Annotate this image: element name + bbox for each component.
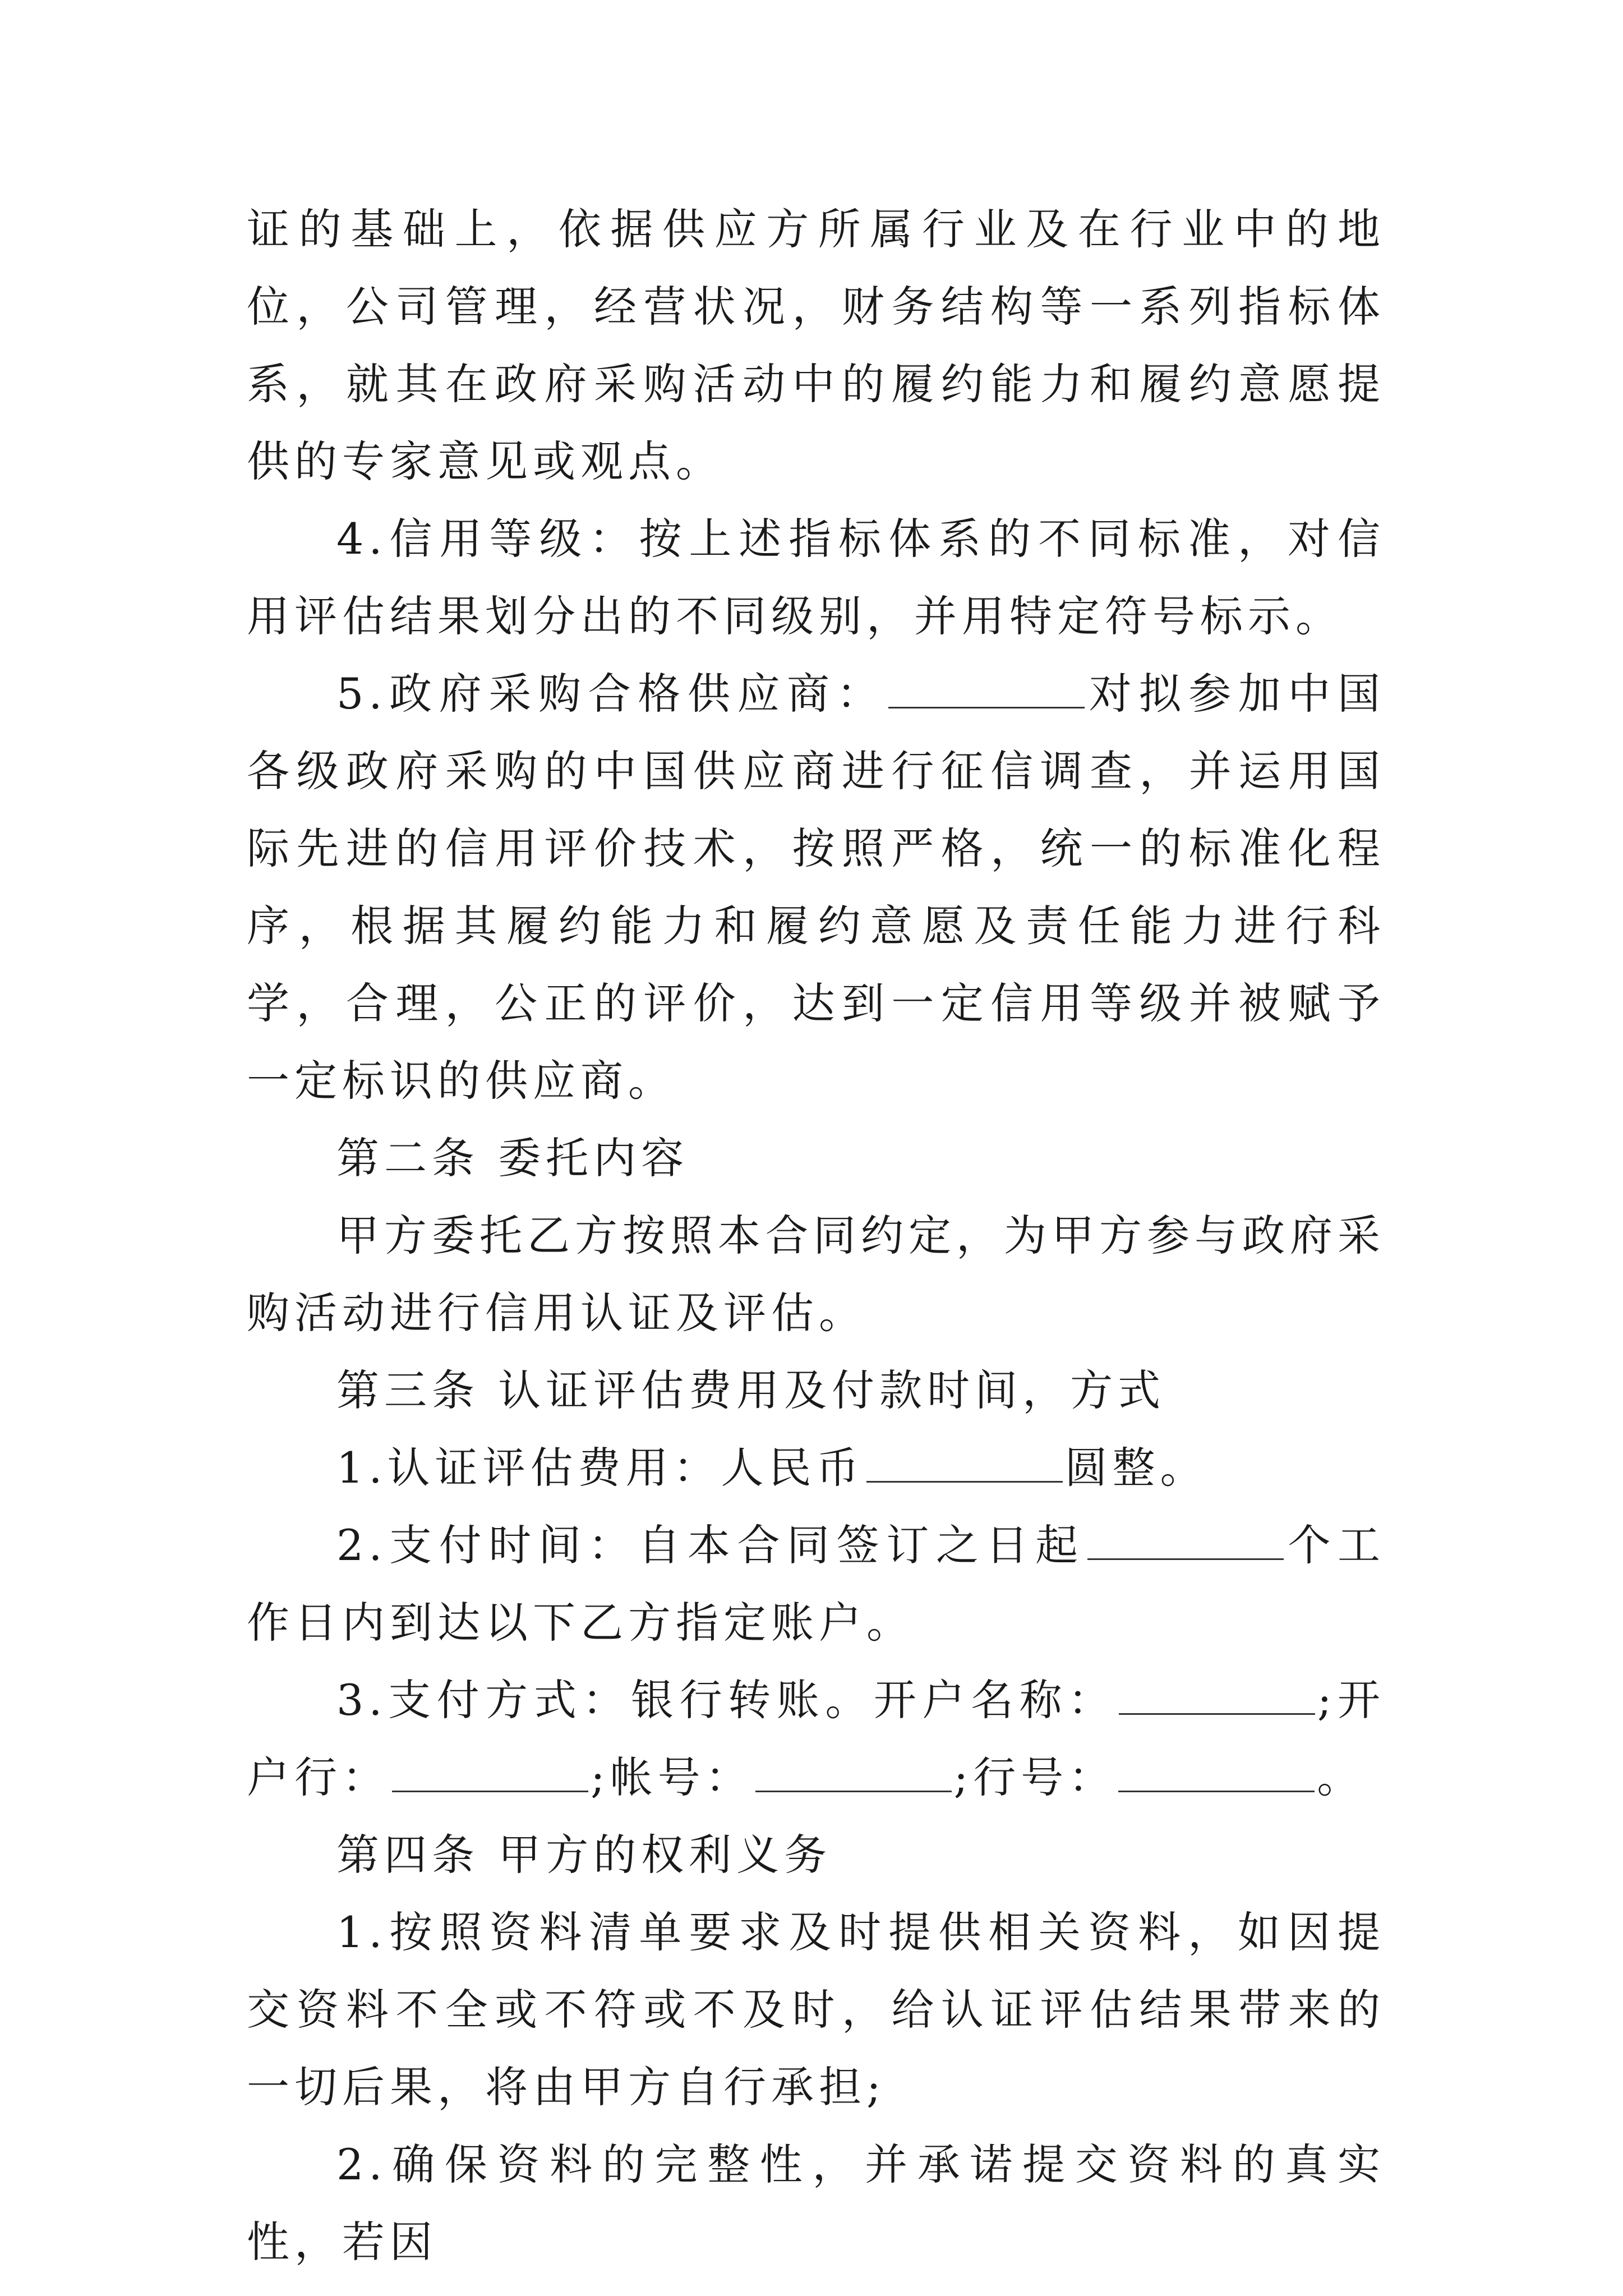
text-run: 2.确保资料的完整性，并承诺提交资料的真实性，若因 [247, 2139, 1385, 2267]
paragraph-qualified-supplier [247, 655, 1385, 1120]
text-run: 对拟参加中国各级政府采购的中国供应商进行征信调查，并运用国际先进的信用评价技术，按照严格，统一的标准化程序，根据其履约能力和履约意愿及责任能力进行科学，合理，公正的评价，达到一定信用等级并被赋予一定标识的供应商。 [247, 669, 1385, 1106]
paragraph-fee [247, 1429, 1385, 1507]
text-run: 1.按照资料清单要求及时提供相关资料，如因提交资料不全或不符或不及时，给认证评估结果带来的一切后果，将由甲方自行承担; [247, 1907, 1385, 2112]
paragraph-payment-method [247, 1662, 1385, 1816]
paragraph-definition-continued [247, 191, 1385, 500]
paragraph-payment-time [247, 1507, 1385, 1662]
text-run: ;行号： [953, 1752, 1117, 1802]
fill-in-blank [755, 1751, 952, 1792]
article-heading-3 [247, 1352, 1385, 1429]
text-run: 证的基础上，依据供应方所属行业及在行业中的地位，公司管理，经营状况，财务结构等一系列指标体系，就其在政府采购活动中的履约能力和履约意愿提供的专家意见或观点。 [247, 204, 1385, 486]
text-run: 1.认证评估费用：人民币 [336, 1443, 864, 1493]
text-run: 甲方委托乙方按照本合同约定，为甲方参与政府采购活动进行信用认证及评估。 [247, 1211, 1385, 1338]
fill-in-blank [1087, 1519, 1284, 1560]
text-run: 圆整。 [1064, 1443, 1208, 1493]
paragraph-credit-rating [247, 500, 1385, 655]
text-run: ;帐号： [591, 1752, 753, 1802]
text-run: 第二条 委托内容 [336, 1133, 689, 1183]
text-run: 2.支付时间：自本合同签订之日起 [336, 1520, 1085, 1570]
text-run: 第四条 甲方的权利义务 [336, 1830, 832, 1880]
fill-in-blank [1118, 1751, 1315, 1792]
text-run: 5.政府采购合格供应商： [336, 669, 887, 719]
fill-in-blank [392, 1751, 588, 1792]
article-heading-2 [247, 1120, 1385, 1197]
text-run: ;开户行： [247, 1675, 1385, 1802]
text-run: 个工作日内到达以下乙方指定账户。 [247, 1520, 1385, 1648]
text-run: 。 [1317, 1752, 1365, 1802]
text-run: 第三条 认证评估费用及付款时间，方式 [336, 1365, 1166, 1415]
fill-in-blank [1119, 1674, 1315, 1715]
paragraph-entrustment [247, 1197, 1385, 1352]
fill-in-blank [866, 1442, 1063, 1483]
text-run: 3.支付方式：银行转账。开户名称： [336, 1675, 1117, 1725]
paragraph-party-a-obligation-1 [247, 1894, 1385, 2126]
article-heading-4 [247, 1816, 1385, 1894]
fill-in-blank [888, 668, 1085, 708]
text-run: 4.信用等级：按上述指标体系的不同标准，对信用评估结果划分出的不同级别，并用特定符号标示。 [247, 514, 1385, 641]
document-body [247, 191, 1385, 2281]
paragraph-party-a-obligation-2 [247, 2126, 1385, 2281]
